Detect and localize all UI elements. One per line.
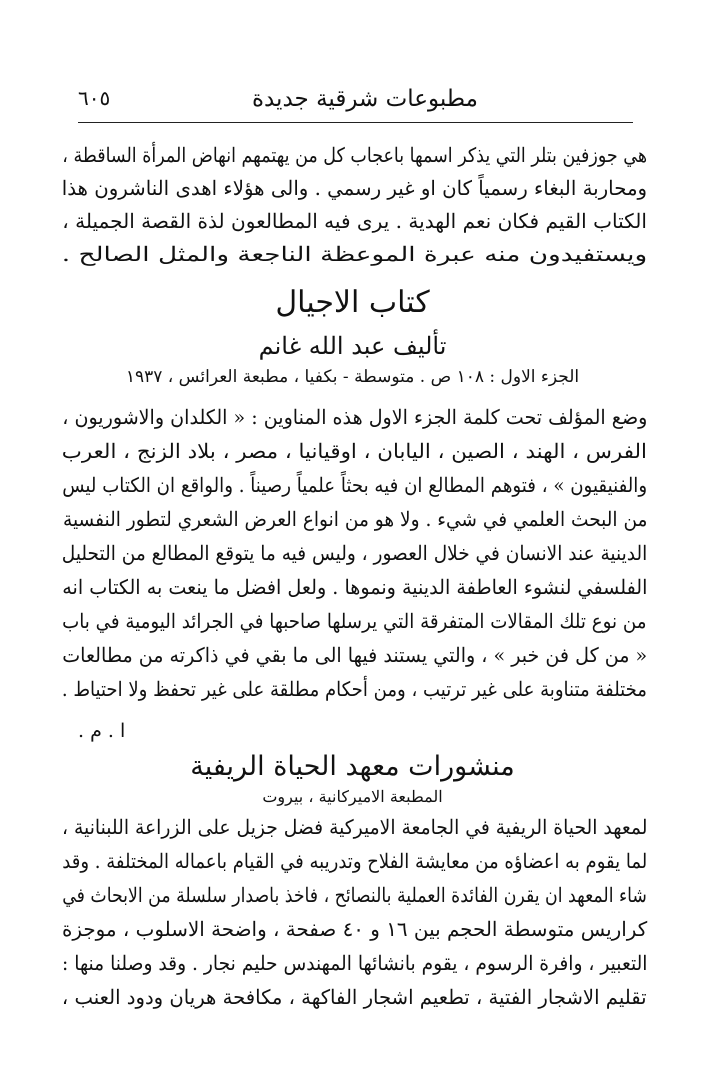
body-line: لمعهد الحياة الريفية في الجامعة الاميركية فضل جزيل على الزراعة اللبنانية ، — [61, 815, 647, 839]
publications-title: منشورات معهد الحياة الريفية — [190, 751, 515, 782]
header-rule — [78, 122, 633, 123]
body-line: كراريس متوسطة الحجم بين ١٦ و ٤٠ صفحة ، واضحة الاسلوب ، موجزة — [61, 917, 647, 941]
body-line: الفلسفي لنشوء العاطفة الدينية ونموها . ولعل افضل ما ينعت به الكتاب انه — [61, 575, 647, 599]
body-line: الفرس ، الهند ، الصين ، اليابان ، اوقيانيا ، مصر ، بلاد الزنج ، العرب — [61, 439, 647, 463]
body-line: مختلفة متناوبة على غير ترتيب ، ومن أحكام مطلقة على غير تحفظ ولا احتياط . — [61, 677, 647, 701]
page-number: ٦٠٥ — [78, 86, 111, 110]
book-meta: الجزء الاول : ١٠٨ ص . متوسطة - بكفيا ، مطبعة العرائس ، ١٩٣٧ — [125, 367, 580, 387]
body-line: لما يقوم به اعضاؤه من معايشة الفلاح وتدريبه في القيام باعماله المختلفة . وقد — [62, 849, 647, 873]
publications-press: المطبعة الاميركانية ، بيروت — [262, 787, 443, 806]
body-line: « من كل فن خبر » ، والتي يستند فيها الى ما بقي في ذاكرته من مطالعات — [62, 643, 647, 667]
body-line: شاء المعهد ان يقرن الفائدة العملية بالنصائح ، فاخذ باصدار سلسلة من الابحاث في — [62, 883, 647, 907]
body-line: الكتاب القيم فكان نعم الهدية . يرى فيه المطالعون لذة القصة الجميلة ، — [62, 209, 647, 233]
body-line: ومحاربة البغاء رسمياً كان او غير رسمي . والى هؤلاء اهدى الناشرون هذا — [61, 176, 647, 200]
book-author: تأليف عبد الله غانم — [258, 332, 447, 360]
book-title: كتاب الاجيال — [275, 285, 430, 320]
body-line: هي جوزفين بتلر التي يذكر اسمها باعجاب كل من يهتمهم انهاض المرأة الساقطة ، — [62, 143, 647, 167]
body-line: وضع المؤلف تحت كلمة الجزء الاول هذه المناوين : « الكلدان والاشوريون ، — [61, 405, 647, 429]
body-line: التعبير ، وافرة الرسوم ، يقوم بانشائها المهندس حليم نجار . وقد وصلنا منها : — [61, 951, 647, 975]
body-line: الدينية عند الانسان في خلال العصور ، وليس فيه ما يتوقع المطالع من التحليل — [61, 541, 647, 565]
reviewer-signature: ا . م . — [78, 720, 126, 742]
body-line: والفنيقيون » ، فتوهم المطالع ان فيه بحثاً علمياً رصيناً . والواقع ان الكتاب ليس — [62, 473, 647, 497]
body-line: ويستفيدون منه عبرة الموعظة الناجعة والمثل الصالح . — [61, 242, 647, 266]
running-header — [78, 86, 628, 116]
body-line: تقليم الاشجار الفتية ، تطعيم اشجار الفاكهة ، مكافحة هريان ودود العنب ، — [62, 985, 647, 1009]
body-line: من البحث العلمي في شيء . ولا هو من انواع العرض الشعري لتطور النفسية — [62, 507, 647, 531]
header-title: مطبوعات شرقية جديدة — [251, 86, 478, 112]
body-line: من نوع تلك المقالات المتفرقة التي يرسلها صاحبها في الجرائد اليومية في باب — [62, 609, 647, 633]
